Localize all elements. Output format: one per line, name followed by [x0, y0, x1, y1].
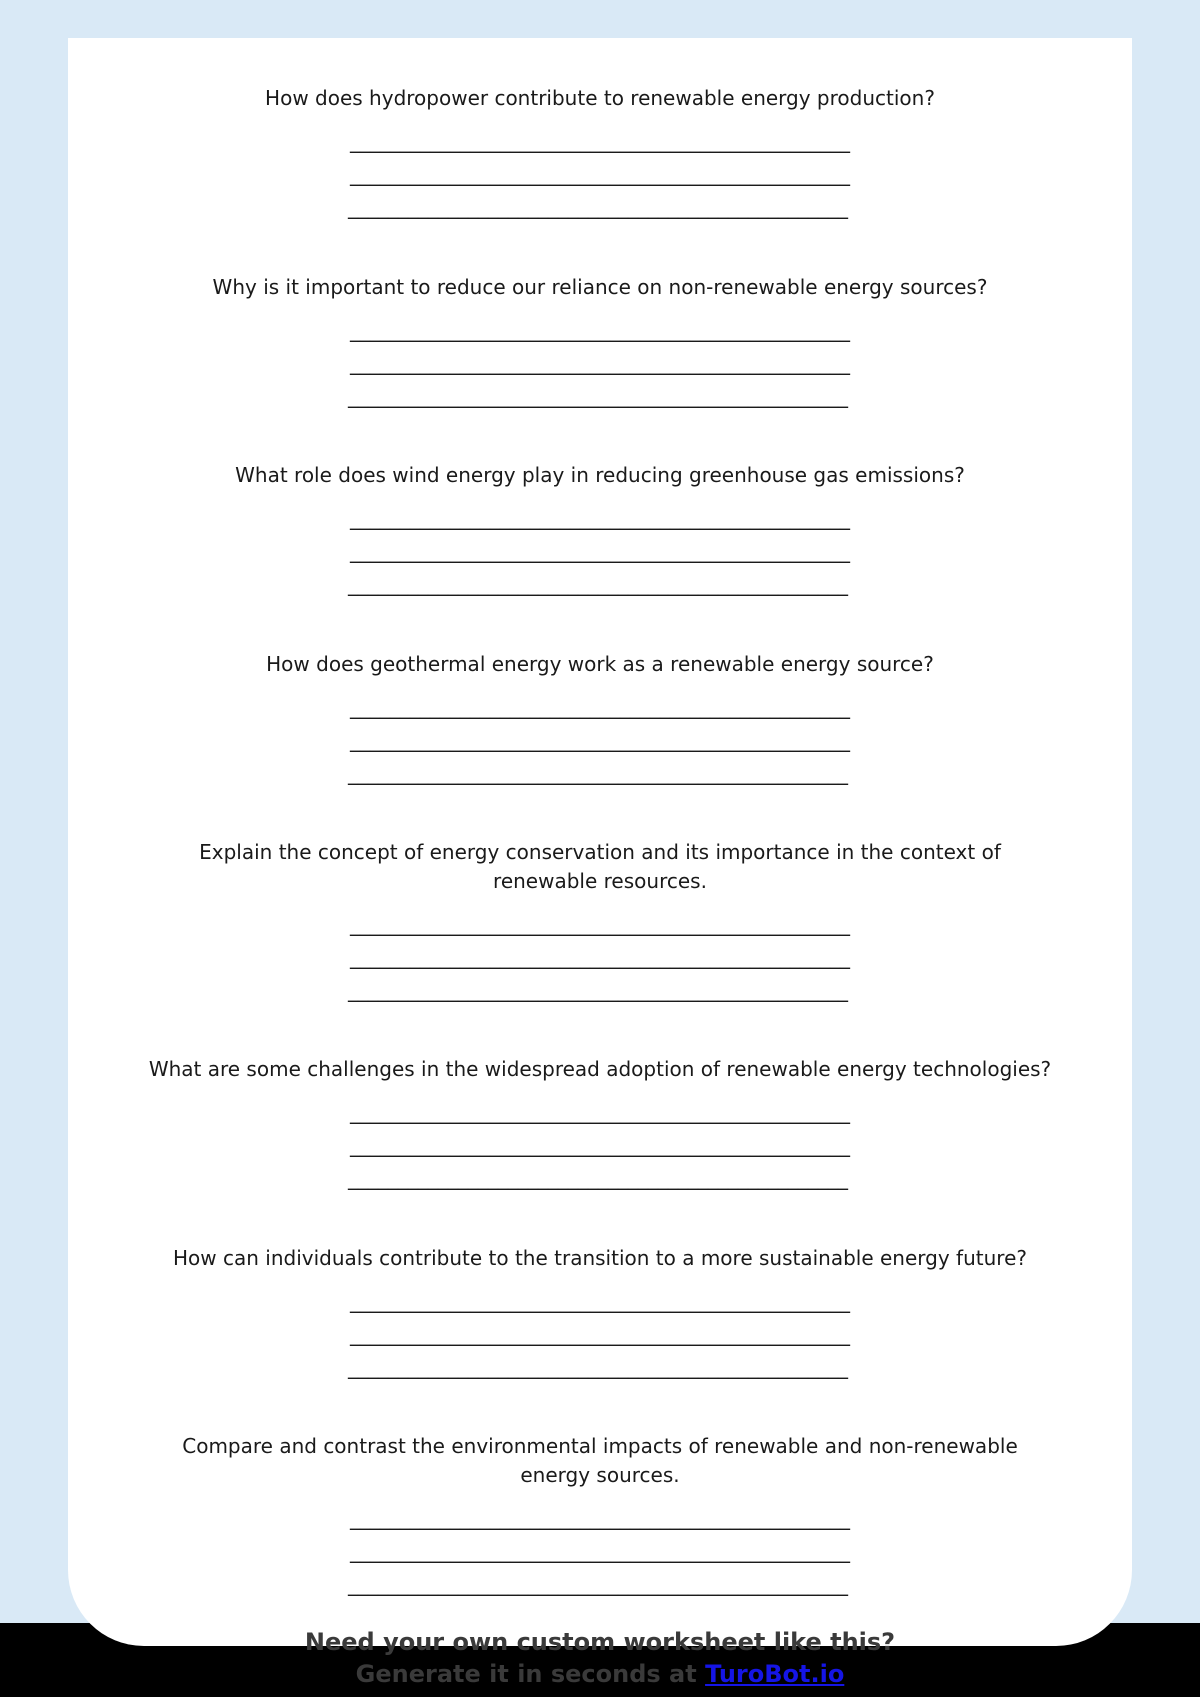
question-list: [68, 84, 1132, 1649]
promo-line-1: Need your own custom worksheet like this?: [304, 1628, 896, 1656]
answer-line: __________________________________________________: [350, 539, 850, 563]
worksheet-page: [68, 38, 1132, 1646]
answer-lines: [68, 502, 1132, 601]
answer-line: __________________________________________________: [350, 1133, 850, 1157]
question-3: [68, 461, 1132, 650]
answer-line: __________________________________________________: [348, 978, 848, 1002]
answer-line: __________________________________________________: [350, 945, 850, 969]
answer-line: __________________________________________________: [350, 1506, 850, 1530]
promo-line-2-text: Generate it in seconds at: [355, 1660, 706, 1688]
question-7: [68, 1244, 1132, 1433]
question-6: [68, 1055, 1132, 1244]
question-text: Explain the concept of energy conservation and its importance in the context of renewable resources.: [199, 840, 1001, 893]
question-text: How does geothermal energy work as a renewable energy source?: [266, 651, 934, 676]
answer-lines: [68, 125, 1132, 224]
answer-line: __________________________________________________: [350, 912, 850, 936]
answer-line: __________________________________________________: [350, 1539, 850, 1563]
answer-line: __________________________________________________: [350, 162, 850, 186]
answer-line: __________________________________________________: [348, 760, 848, 785]
answer-lines: [68, 1502, 1132, 1601]
promo-line-2: [0, 1658, 1200, 1690]
question-text: What role does wind energy play in reducing greenhouse gas emissions?: [235, 463, 965, 487]
answer-line: __________________________________________________: [350, 129, 850, 153]
answer-lines: [68, 314, 1132, 413]
answer-lines: [68, 1285, 1132, 1384]
question-5: [68, 838, 1132, 1055]
question-1: [68, 84, 1132, 273]
answer-lines: [68, 1096, 1132, 1195]
question-text: Why is it important to reduce our reliance on non-renewable energy sources?: [212, 274, 988, 299]
question-text: Compare and contrast the environmental impacts of renewable and non-renewable energy sources.: [182, 1434, 1018, 1487]
question-text: How can individuals contribute to the transition to a more sustainable energy future?: [173, 1245, 1027, 1270]
answer-line: __________________________________________________: [350, 727, 850, 752]
question-8: [68, 1432, 1132, 1649]
answer-line: __________________________________________________: [348, 1166, 848, 1190]
question-text: What are some challenges in the widespread adoption of renewable energy technologies?: [148, 1057, 1052, 1081]
answer-line: __________________________________________________: [350, 694, 850, 719]
answer-line: __________________________________________________: [350, 1321, 850, 1346]
question-text: How does hydropower contribute to renewable energy production?: [265, 86, 935, 110]
answer-lines: [68, 908, 1132, 1007]
answer-line: __________________________________________________: [350, 350, 850, 375]
answer-line: __________________________________________________: [348, 572, 848, 596]
answer-line: __________________________________________________: [348, 1572, 848, 1596]
turobot-link[interactable]: TuroBot.io: [705, 1660, 845, 1688]
answer-line: __________________________________________________: [350, 1288, 850, 1313]
question-2: [68, 273, 1132, 462]
answer-line: __________________________________________________: [348, 1354, 848, 1379]
promo-footer: [0, 1626, 1200, 1690]
answer-line: __________________________________________________: [348, 195, 848, 219]
answer-line: __________________________________________________: [350, 1100, 850, 1124]
answer-line: __________________________________________________: [350, 317, 850, 342]
question-4: [68, 650, 1132, 839]
answer-lines: [68, 691, 1132, 790]
answer-line: __________________________________________________: [350, 506, 850, 530]
answer-line: __________________________________________________: [348, 383, 848, 408]
